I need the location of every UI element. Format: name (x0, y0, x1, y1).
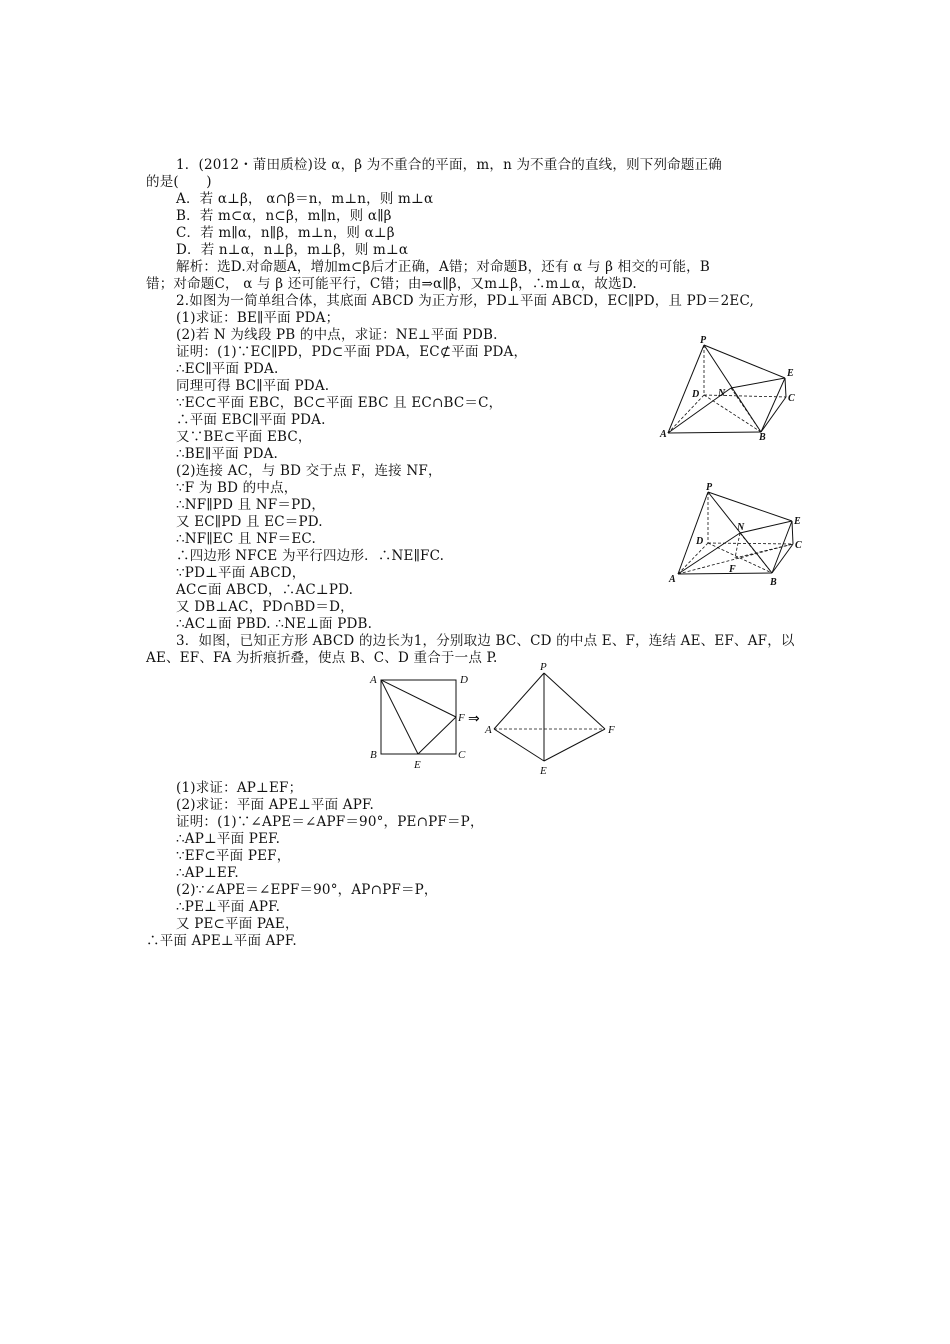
vertex-label-C: C (795, 540, 802, 551)
problem2-proof-line: ∵EC⊂平面 EBC，BC⊂平面 EBC 且 EC∩BC＝C， (176, 395, 503, 411)
problem2-proof-line: AC⊂面 ABCD，∴AC⊥PD. (176, 582, 354, 598)
problem2-proof-line: ∵PD⊥平面 ABCD， (176, 565, 306, 581)
vertex-label-B: B (770, 577, 777, 588)
problem1-analysis-line2: 错；对命题C， α 与 β 还可能平行，C错；由⇒α∥β，又m⊥β，∴m⊥α，故选D. (146, 276, 637, 292)
problem2-proof-line: 证明：(1)∵EC∥PD，PD⊂平面 PDA，EC⊄平面 PDA， (176, 344, 528, 360)
problem3-stem-line1: 3．如图，已知正方形 ABCD 的边长为1，分别取边 BC、CD 的中点 E、F，连结 AE、EF、AF，以 (176, 633, 795, 649)
vertex-label-E: E (540, 765, 547, 777)
problem2-proof-line: ∴平面 EBC∥平面 PDA. (176, 412, 326, 428)
problem2-proof-line: (2)连接 AC，与 BD 交于点 F，连接 NF， (176, 463, 442, 479)
problem3-proof-line: ∴平面 APE⊥平面 APF. (146, 933, 297, 949)
problem2-proof-line: ∴EC∥平面 PDA. (176, 361, 279, 377)
problem2-question2: (2)若 N 为线段 PB 的中点，求证：NE⊥平面 PDB. (176, 327, 498, 343)
problem2-proof-line: ∴AC⊥面 PBD. ∴NE⊥面 PDB. (176, 616, 373, 632)
problem1-option-d: D．若 n⊥α，n⊥β，m⊥β，则 m⊥α (176, 242, 409, 258)
problem1-stem-line2: 的是( ) (146, 174, 212, 190)
vertex-label-F: F (729, 564, 736, 575)
problem2-proof-line: ∴四边形 NFCE 为平行四边形．∴NE∥FC. (176, 548, 445, 564)
vertex-label-P: P (700, 335, 707, 346)
problem3-proof-line: 证明：(1)∵∠APE＝∠APF＝90°，PE∩PF＝P， (176, 814, 484, 830)
problem3-question2: (2)求证：平面 APE⊥平面 APF. (176, 797, 374, 813)
vertex-label-F: F (608, 724, 615, 736)
problem2-proof-line: ∴NF∥PD 且 NF＝PD， (176, 497, 326, 513)
problem2-proof-line: 同理可得 BC∥平面 PDA. (176, 378, 330, 394)
vertex-label-D: D (696, 536, 704, 547)
composite-solid-figure-2 (666, 480, 816, 590)
vertex-label-P: P (540, 661, 547, 673)
vertex-label-N: N (718, 388, 726, 399)
problem3-proof-line: ∴AP⊥EF. (176, 865, 239, 881)
problem3-proof-line: ∴AP⊥平面 PEF. (176, 831, 281, 847)
problem2-proof-line: ∵F 为 BD 的中点， (176, 480, 298, 496)
problem3-proof-line: ∴PE⊥平面 APF. (176, 899, 281, 915)
problem2-question1: (1)求证：BE∥平面 PDA； (176, 310, 340, 326)
vertex-label-D: D (460, 674, 468, 686)
problem2-proof-line: 又∵BE⊂平面 EBC， (176, 429, 312, 445)
vertex-label-P: P (706, 482, 713, 493)
vertex-label-B: B (370, 749, 377, 761)
problem1-stem-line1: 1．(2012・莆田质检)设 α，β 为不重合的平面，m，n 为不重合的直线，则下列命题正确 (176, 157, 722, 173)
problem3-proof-line: (2)∵∠APE＝∠EPF＝90°，AP∩PF＝P， (176, 882, 438, 898)
vertex-label-B: B (759, 432, 766, 443)
folding-figure (364, 660, 624, 780)
problem1-option-a: A．若 α⊥β， α∩β＝n，m⊥n，则 m⊥α (176, 191, 434, 207)
problem2-proof-line: ∴NF∥EC 且 NF＝EC. (176, 531, 316, 547)
problem1-option-b: B．若 m⊂α，n⊂β，m∥n，则 α∥β (176, 208, 392, 224)
vertex-label-C: C (788, 393, 795, 404)
vertex-label-C: C (458, 749, 466, 761)
problem3-proof-line: 又 PE⊂平面 PAE， (176, 916, 299, 932)
vertex-label-N: N (737, 522, 745, 533)
fold-arrow: ⇒ (468, 711, 480, 727)
problem1-option-c: C．若 m∥α，n∥β，m⊥n，则 α⊥β (176, 225, 395, 241)
problem3-proof-line: ∵EF⊂平面 PEF， (176, 848, 291, 864)
vertex-label-F: F (458, 712, 465, 724)
vertex-label-A: A (370, 674, 377, 686)
problem2-proof-line: ∴BE∥平面 PDA. (176, 446, 279, 462)
vertex-label-E: E (787, 368, 794, 379)
vertex-label-E: E (794, 516, 801, 527)
vertex-label-A: A (660, 429, 667, 440)
problem1-analysis-line1: 解析：选D.对命题A，增加m⊂β后才正确，A错；对命题B，还有 α 与 β 相交的可能，B (176, 259, 710, 275)
problem2-proof-line: 又 EC∥PD 且 EC＝PD. (176, 514, 323, 530)
composite-solid-figure-1 (660, 335, 810, 445)
vertex-label-E: E (414, 759, 421, 771)
problem2-proof-line: 又 DB⊥AC，PD∩BD＝D， (176, 599, 354, 615)
problem3-question1: (1)求证：AP⊥EF； (176, 780, 303, 796)
problem3-stem-line2: AE、EF、FA 为折痕折叠，使点 B、C、D 重合于一点 P. (146, 650, 498, 666)
vertex-label-A: A (669, 574, 676, 585)
vertex-label-D: D (692, 389, 700, 400)
vertex-label-A: A (485, 724, 492, 736)
problem2-stem: 2.如图为一简单组合体，其底面 ABCD 为正方形，PD⊥平面 ABCD，EC∥PD，且 PD＝2EC, (176, 293, 755, 309)
